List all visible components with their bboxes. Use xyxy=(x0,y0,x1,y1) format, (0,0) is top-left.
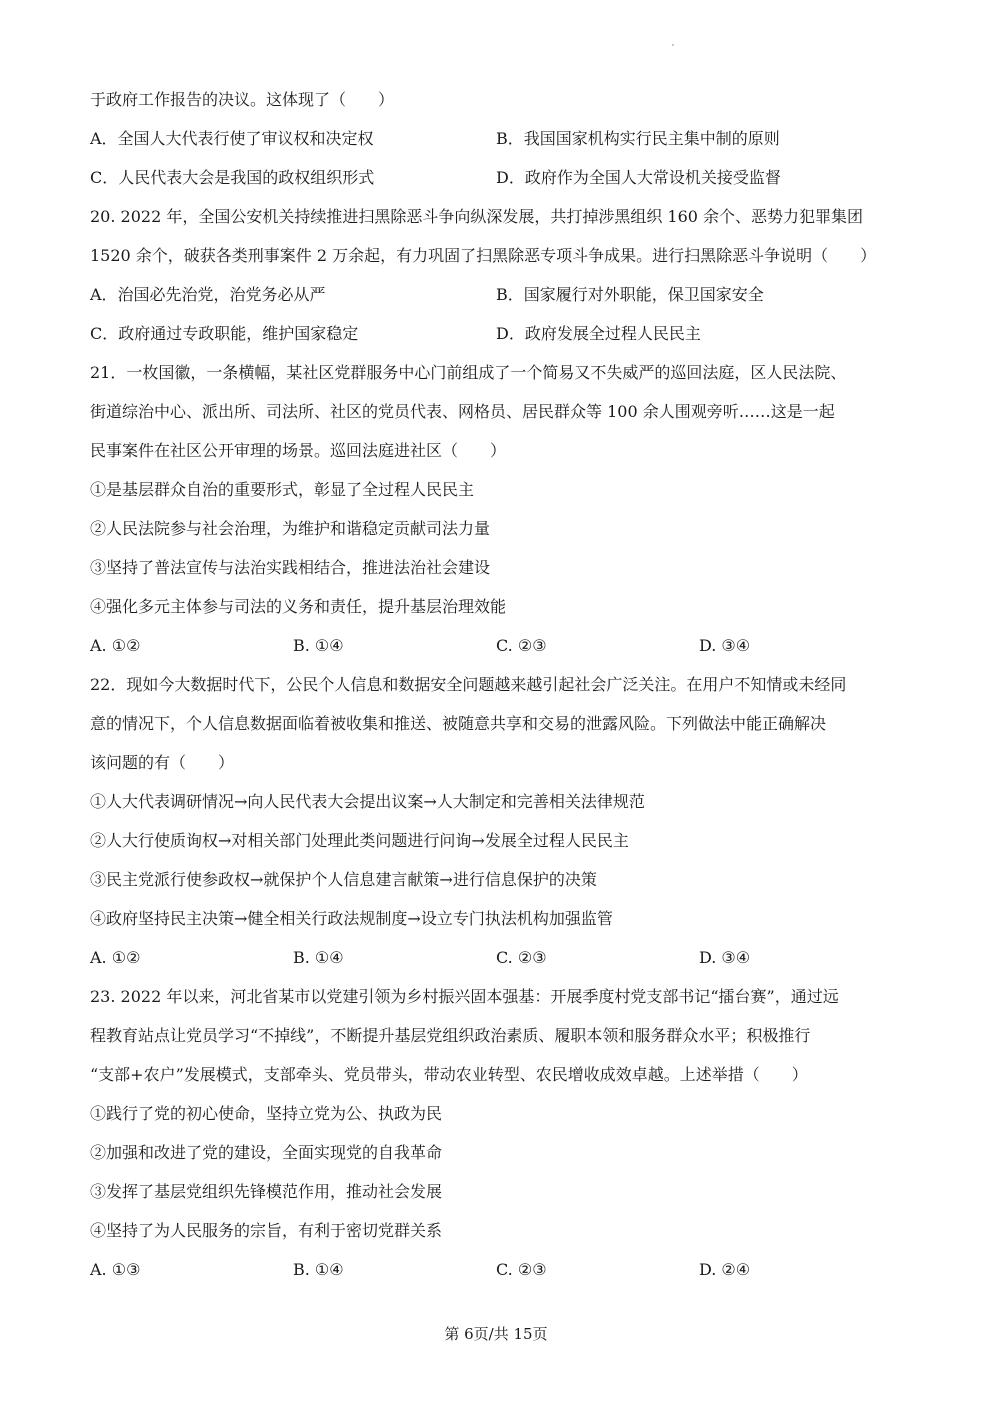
options-row xyxy=(90,314,902,353)
option-c: C. ②③ xyxy=(496,636,547,655)
option-b: B. ①④ xyxy=(293,948,344,967)
question-stem-line: 1520 余个，破获各类刑事案件 2 万余起，有力巩固了扫黑除恶专项斗争成果。进行扫黑除恶斗争说明（ ） xyxy=(90,246,877,265)
option-a: A．全国人大代表行使了审议权和决定权 xyxy=(90,129,374,148)
statement-1: ①践行了党的初心使命，坚持立党为公、执政为民 xyxy=(90,1104,443,1123)
options-row xyxy=(90,119,902,158)
statement-2: ②人大行使质询权→对相关部门处理此类问题进行问询→发展全过程人民民主 xyxy=(90,831,629,850)
question-stem-line: 21．一枚国徽，一条横幅，某社区党群服务中心门前组成了一个简易又不失威严的巡回法庭，区人民法院、 xyxy=(90,363,847,382)
question-stem-line: 23. 2022 年以来，河北省某市以党建引领为乡村振兴固本强基：开展季度村党支部书记“擂台赛”，通过远 xyxy=(90,987,839,1006)
options-row xyxy=(90,158,902,197)
statement-1: ①是基层群众自治的重要形式，彰显了全过程人民民主 xyxy=(90,480,475,499)
option-d: D. ③④ xyxy=(699,948,751,967)
option-d: D．政府作为全国人大常设机关接受监督 xyxy=(496,168,781,187)
statement-3: ③民主党派行使参政权→就保护个人信息建言献策→进行信息保护的决策 xyxy=(90,870,597,889)
question-19 xyxy=(90,80,902,197)
option-d: D．政府发展全过程人民民主 xyxy=(496,324,701,343)
options-row xyxy=(90,275,902,314)
question-stem-line: 22．现如今大数据时代下，公民个人信息和数据安全问题越来越引起社会广泛关注。在用户不知情或未经同 xyxy=(90,675,847,694)
question-stem-line: 程教育站点让党员学习“不掉线”，不断提升基层党组织政治素质、履职本领和服务群众水平；积极推行 xyxy=(90,1026,811,1045)
option-b: B. ①④ xyxy=(293,1260,344,1279)
page-footer: 第 6页/共 15页 xyxy=(444,1325,548,1343)
question-stem-line: 意的情况下，个人信息数据面临着被收集和推送、被随意共享和交易的泄露风险。下列做法中能正确解决 xyxy=(90,714,827,733)
option-c: C. ②③ xyxy=(496,948,547,967)
question-21 xyxy=(90,353,902,665)
question-20 xyxy=(90,197,902,353)
statement-1: ①人大代表调研情况→向人民代表大会提出议案→人大制定和完善相关法律规范 xyxy=(90,792,645,811)
statement-4: ④政府坚持民主决策→健全相关行政法规制度→设立专门执法机构加强监管 xyxy=(90,909,613,928)
question-stem-line: 20. 2022 年，全国公安机关持续推进扫黑除恶斗争向纵深发展，共打掉涉黑组织 160 余个、恶势力犯罪集团 xyxy=(90,207,864,226)
scan-dot xyxy=(672,44,674,46)
options-row xyxy=(90,938,902,977)
option-d: D. ③④ xyxy=(699,636,751,655)
question-22 xyxy=(90,665,902,977)
option-d: D. ②④ xyxy=(699,1260,751,1279)
options-row xyxy=(90,626,902,665)
option-a: A．治国必先治党，治党务必从严 xyxy=(90,285,326,304)
options-row xyxy=(90,1250,902,1289)
option-c: C. ②③ xyxy=(496,1260,547,1279)
question-stem-line: 民事案件在社区公开审理的场景。巡回法庭进社区（ ） xyxy=(90,441,507,460)
question-stem: 于政府工作报告的决议。这体现了（ ） xyxy=(90,90,395,109)
option-c: C．人民代表大会是我国的政权组织形式 xyxy=(90,168,375,187)
question-23 xyxy=(90,977,902,1289)
question-stem-line: 该问题的有（ ） xyxy=(90,753,235,772)
option-a: A. ①② xyxy=(90,948,141,967)
option-c: C．政府通过专政职能，维护国家稳定 xyxy=(90,324,359,343)
statement-2: ②加强和改进了党的建设，全面实现党的自我革命 xyxy=(90,1143,443,1162)
option-b: B. ①④ xyxy=(293,636,344,655)
option-a: A. ①③ xyxy=(90,1260,141,1279)
statement-3: ③坚持了普法宣传与法治实践相结合，推进法治社会建设 xyxy=(90,558,491,577)
option-b: B．国家履行对外职能，保卫国家安全 xyxy=(496,285,764,304)
statement-3: ③发挥了基层党组织先锋模范作用，推动社会发展 xyxy=(90,1182,443,1201)
statement-4: ④强化多元主体参与司法的义务和责任，提升基层治理效能 xyxy=(90,597,507,616)
exam-page xyxy=(90,80,902,1289)
statement-4: ④坚持了为人民服务的宗旨，有利于密切党群关系 xyxy=(90,1221,443,1240)
question-stem-line: “支部+农户”发展模式，支部牵头、党员带头，带动农业转型、农民增收成效卓越。上述举措（ ） xyxy=(90,1065,808,1084)
question-stem-line: 街道综治中心、派出所、司法所、社区的党员代表、网格员、居民群众等 100 余人围观旁听……这是一起 xyxy=(90,402,835,421)
statement-2: ②人民法院参与社会治理，为维护和谐稳定贡献司法力量 xyxy=(90,519,491,538)
option-b: B．我国国家机构实行民主集中制的原则 xyxy=(496,129,780,148)
option-a: A. ①② xyxy=(90,636,141,655)
